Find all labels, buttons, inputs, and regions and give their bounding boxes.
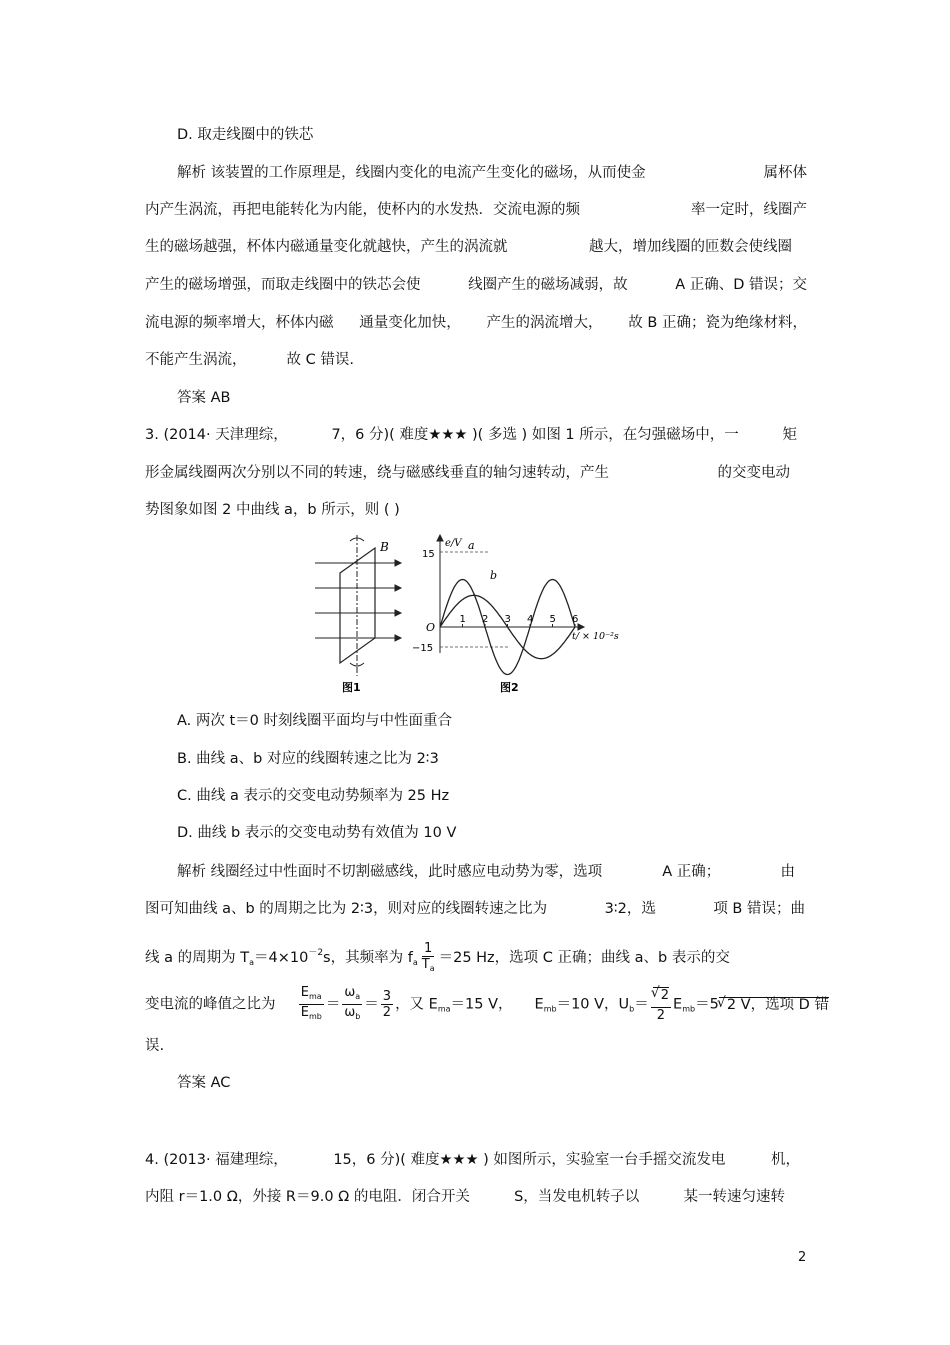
fig2-tick-labels bbox=[460, 614, 579, 625]
q4-stem-line-2: 内阻 r＝1.0 Ω，外接 R＝9.0 Ω 的电阻．闭合开关 S，当发电机转子以 某一转速匀速转 bbox=[145, 1189, 785, 1205]
q3-analysis-line-4: 变电流的峰值之比为 $\frac{E_{ma}}{E_{mb}}$ ＝ $\frac{\omega_a}{\omega_b}$ ＝ $\frac{3}{2}$ ，又 $E_{ma}=15$ V， $E_{mb}=10$ V，$U_b=$ √ $\frac{2}{2}$ $E_{mb}=5√$ 2 V，选项 D 错 bbox=[145, 985, 807, 1019]
fig2-x-arrow bbox=[578, 624, 584, 630]
fig2-x-axis-label: t/ × 10⁻²s bbox=[572, 631, 619, 642]
fig2-y-top-label: 15 bbox=[422, 549, 435, 560]
q2-analysis-line-4: 产生的磁场增强，而取走线圈中的铁芯会使 线圈产生的磁场减弱，故 A 正确、D 错误；交 bbox=[145, 277, 807, 293]
q2-analysis-line-2: 内产生涡流，再把电能转化为内能，使杯内的水发热．交流电源的频 率一定时，线圈产 bbox=[145, 202, 807, 218]
q3-stem-line-1: 3. (2014· 天津理综， 7，6 分)( 难度★★★ )( 多选 ) 如图 1 所示，在匀强磁场中，一 矩 bbox=[145, 427, 797, 443]
fig2-axes bbox=[437, 535, 584, 653]
q2-answer: 答案 AB bbox=[177, 390, 231, 406]
q3-figure bbox=[300, 533, 650, 698]
q2-analysis-line-3: 生的磁场越强，杯体内磁通量变化就越快，产生的涡流就 越大，增加线圈的匝数会使线圈 bbox=[145, 239, 792, 255]
fig2-origin-label: O bbox=[426, 621, 436, 634]
fig1-field-label: B bbox=[380, 540, 389, 554]
three-halves-fraction: $\frac{3}{2}$ bbox=[382, 989, 392, 1020]
fig2-curve-b-label: b bbox=[490, 569, 498, 582]
x-tick-label-2: 2 bbox=[482, 614, 489, 625]
field-arrow-2 bbox=[395, 585, 401, 591]
q3-stem-line-2: 形金属线圈两次分别以不同的转速，绕与磁感线垂直的轴匀速转动，产生 的交变电动 bbox=[145, 465, 790, 481]
peak-ratio-fraction: $\frac{E_{ma}}{E_{mb}}$ bbox=[300, 985, 322, 1021]
q2-analysis-line-1: 解析 该装置的工作原理是，线圈内变化的电流产生变化的磁场，从而使金 属杯体 bbox=[177, 165, 807, 181]
q2-analysis-line-5: 流电源的频率增大，杯体内磁 通量变化加快， 产生的涡流增大， 故 B 正确；瓷为绝缘材料， bbox=[145, 315, 807, 331]
page-number: 2 bbox=[798, 1250, 807, 1265]
field-arrow-3 bbox=[395, 610, 401, 616]
q2-option-d: D. 取走线圈中的铁芯 bbox=[177, 127, 314, 143]
fig2-y-axis-label: e/V bbox=[445, 538, 462, 549]
field-arrow-1 bbox=[395, 560, 401, 566]
omega-ratio-fraction: $\frac{\omega_a}{\omega_b}$ bbox=[344, 985, 361, 1021]
x-tick-label-4: 4 bbox=[527, 614, 534, 625]
q3-analysis-line-5: 误. bbox=[145, 1038, 165, 1054]
sqrt2-over-2-fraction: √ $\frac{2}{2}$ bbox=[651, 987, 671, 1023]
q3-analysis-line-1: 解析 线圈经过中性面时不切割磁感线，此时感应电动势为零，选项 A 正确； 由 bbox=[177, 864, 795, 880]
fig2-y-bottom-label: −15 bbox=[412, 643, 434, 654]
x-tick-label-3: 3 bbox=[504, 614, 511, 625]
x-tick-label-5: 5 bbox=[549, 614, 556, 625]
fig2-curve-a-label: a bbox=[468, 539, 475, 552]
frequency-fraction: $\frac{1}{T_a}$ bbox=[421, 940, 435, 973]
x-tick-label-1: 1 bbox=[459, 614, 466, 625]
q3-option-c: C. 曲线 a 表示的交变电动势频率为 25 Hz bbox=[177, 788, 450, 804]
fig2-y-arrow bbox=[437, 535, 443, 541]
fig1-caption: 图1 bbox=[342, 681, 361, 694]
q2-analysis-line-6: 不能产生涡流， 故 C 错误. bbox=[145, 352, 354, 368]
q3-figure-svg bbox=[300, 533, 650, 698]
x-tick-label-6: 6 bbox=[572, 614, 579, 625]
fig1-field-lines bbox=[315, 560, 401, 641]
q3-stem-line-3: 势图象如图 2 中曲线 a，b 所示，则 ( ) bbox=[145, 502, 400, 518]
q3-option-d: D. 曲线 b 表示的交变电动势有效值为 10 V bbox=[177, 825, 457, 841]
fig2-caption: 图2 bbox=[500, 681, 519, 694]
q4-stem-line-1: 4. (2013· 福建理综， 15，6 分)( 难度★★★ ) 如图所示，实验室一台手摇交流发电 机， bbox=[145, 1152, 800, 1168]
q3-analysis-line-2: 图可知曲线 a、b 的周期之比为 2∶3，则对应的线圈转速之比为 3∶2，选 项 B 错误；曲 bbox=[145, 901, 805, 917]
q3-option-b: B. 曲线 a、b 对应的线圈转速之比为 2∶3 bbox=[177, 751, 439, 767]
q3-analysis-line-3: 线 a 的周期为 $T_a=4\times 10^{-2}s$，其频率为 $f_a$ $\frac{1}{T_a}$ ＝25 Hz，选项 C 正确；曲线 a、b 表示的交 bbox=[145, 938, 807, 968]
q3-option-a: A. 两次 t＝0 时刻线圈平面均与中性面重合 bbox=[177, 713, 453, 729]
field-arrow-4 bbox=[395, 635, 401, 641]
q3-answer: 答案 AC bbox=[177, 1075, 231, 1091]
